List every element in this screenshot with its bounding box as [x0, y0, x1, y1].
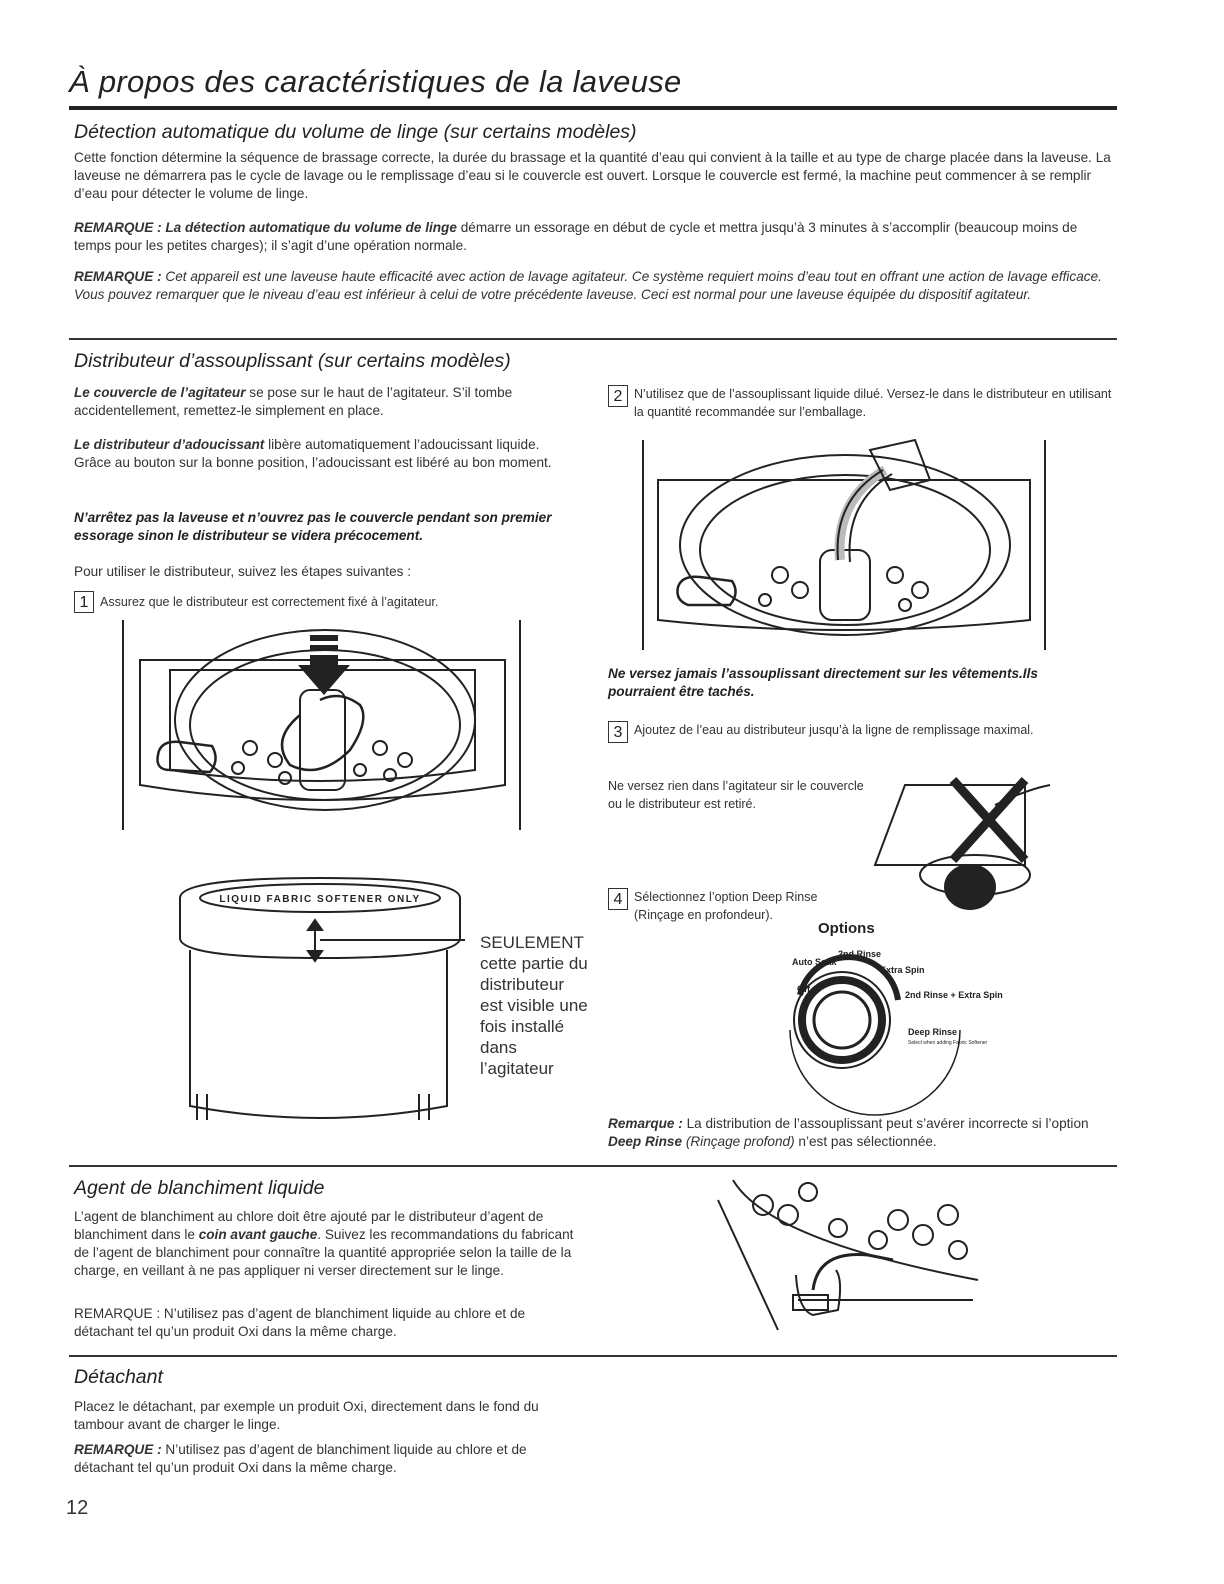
step-4 — [608, 888, 868, 924]
step-4-number: 4 — [608, 888, 628, 910]
dispenser-lead: Le distributeur d’adoucissant — [74, 437, 265, 452]
detection-note-2-lead: REMARQUE : — [74, 269, 162, 284]
remark-end: n’est pas sélectionnée. — [794, 1134, 937, 1149]
detection-note-2 — [74, 268, 1114, 304]
cup-label: LIQUID FABRIC SOFTENER ONLY — [219, 894, 421, 905]
stain-note — [74, 1441, 584, 1477]
detection-paragraph: Cette fonction détermine la séquence de brassage correcte, la durée du brassage et la quantité d’eau qui convient à la taille et au type de charge placée dans la laveuse. La laveuse ne démarrera pas le cycle de lavage ou le remplissage d’eau si le couvercle est ouvert. Lorsque le couvercle est fermé, la machine peut commencer à se remplir d’eau pour détecter le volume de linge. — [74, 150, 1111, 201]
dispenser-heading: Distributeur d’assouplissant (sur certains modèles) — [74, 350, 511, 372]
detection-heading: Détection automatique du volume de linge (sur certains modèles) — [74, 121, 637, 143]
no-pour-text: Ne versez rien dans l’agitateur sir le couvercle ou le distributeur est retiré. — [608, 779, 864, 811]
section-divider — [69, 1165, 1117, 1167]
remark-lead: Remarque : — [608, 1116, 683, 1131]
no-pour-illustration — [875, 765, 1055, 915]
stain-paragraph: Placez le détachant, par exemple un produit Oxi, directement dans le fond du tambour avant de charger le linge. — [74, 1399, 539, 1432]
step-2 — [608, 385, 1118, 421]
step-1 — [74, 591, 584, 613]
remark-option: Deep Rinse — [608, 1134, 683, 1149]
title-rule — [69, 106, 1117, 110]
detection-note-1 — [74, 219, 1114, 255]
bleach-paragraph — [74, 1208, 584, 1280]
agitator-cap-text — [74, 384, 584, 420]
page-title: À propos des caractéristiques de la laveuse — [69, 64, 682, 99]
detection-note-2-text: Cet appareil est une laveuse haute efficacité avec action de lavage agitateur. Ce système requiert moins d’eau tout en offrant une action de lavage efficace. Vous pouvez remarquer que le niveau d’eau est inférieur à celui de votre précédente laveuse. Ceci est normal pour une laveuse équipée du dispositif agitateur. — [74, 269, 1102, 302]
section-divider — [69, 1355, 1117, 1357]
step-2-text: N’utilisez que de l’assouplissant liquide dilué. Versez-le dans le distributeur en utilisant la quantité recommandée sur l’emballage. — [634, 387, 1112, 419]
dial-extra-spin: Extra Spin — [880, 965, 925, 975]
bleach-note: REMARQUE : N’utilisez pas d’agent de blanchiment liquide au chlore et de détachant tel qu’un produit Oxi dans la même charge. — [74, 1306, 526, 1339]
step-3 — [608, 721, 1098, 743]
dial-2nd-rinse: 2nd Rinse — [838, 949, 882, 959]
step-3-number: 3 — [608, 721, 628, 743]
page-number: 12 — [66, 1497, 89, 1519]
dispenser-warning: N’arrêtez pas la laveuse et n’ouvrez pas le couvercle pendant son premier essorage sinon le distributeur se videra précocement. — [74, 510, 552, 543]
dispenser-rest: libère automatiquement l’adoucissant liquide. Grâce au bouton sur la bonne position, l’adoucissant est libéré au bon moment. — [74, 437, 552, 470]
agitator-cap-lead: Le couvercle de l’agitateur — [74, 385, 246, 400]
agitator-cap-rest: se pose sur le haut de l’agitateur. S’il tombe accidentellement, remettez-le simplement en place. — [74, 385, 513, 418]
visible-part-callout: SEULEMENT cette partie du distributeur est visible une fois installé dans l’agitateur — [480, 933, 588, 1078]
dial-deep-rinse: Deep Rinse — [908, 1027, 958, 1037]
stain-note-lead: REMARQUE : — [74, 1442, 162, 1457]
pour-softener-illustration — [640, 440, 1060, 650]
bleach-text-a: L’agent de blanchiment au chlore doit être ajouté par le distributeur d’agent de blanchiment dans le — [74, 1209, 544, 1242]
detection-note-1-text: démarre un essorage en début de cycle et mettra jusqu’à 3 minutes à s’accomplir (beaucoup moins de temps pour les petites charges); il s’agit d’une opération normale. — [74, 220, 1078, 253]
options-title: Options — [818, 920, 875, 937]
stain-heading: Détachant — [74, 1366, 163, 1388]
dispenser-intro: Pour utiliser le distributeur, suivez les étapes suivantes : — [74, 564, 411, 579]
options-dial[interactable] — [780, 940, 1003, 1100]
dial-off: Off — [797, 984, 810, 994]
step-3-text: Ajoutez de l’eau au distributeur jusqu’à la ligne de remplissage maximal. — [634, 723, 1034, 737]
washer-insert-illustration — [120, 620, 530, 840]
step-1-number: 1 — [74, 591, 94, 613]
bleach-text-c: . Suivez les recommandations du fabricant de l’agent de blanchiment pour connaître la quantité appropriée selon la taille de la charge, en veillant à ne pas appliquer ni verser directement sur le linge. — [74, 1227, 574, 1278]
bleach-illustration — [718, 1180, 988, 1335]
section-divider — [69, 338, 1117, 340]
detection-note-1-lead: REMARQUE : La détection automatique du volume de linge — [74, 220, 457, 235]
dial-auto-soak: Auto Soak — [792, 957, 837, 967]
bleach-text-emphasis: coin avant gauche — [198, 1227, 318, 1242]
step-4-text: Sélectionnez l’option Deep Rinse (Rinçage en profondeur). — [634, 890, 818, 922]
dispenser-cup-illustration — [175, 878, 465, 1128]
dial-2nd-rinse-extra-spin: 2nd Rinse + Extra Spin — [905, 990, 1003, 1000]
remark-paren: (Rinçage profond) — [682, 1134, 795, 1149]
remark-mid: La distribution de l’assouplissant peut s’avérer incorrecte si l’option — [682, 1116, 1089, 1131]
dial-deep-rinse-note: Select when adding Fabric Softener — [908, 1040, 988, 1046]
step-2-number: 2 — [608, 385, 628, 407]
softener-warning: Ne versez jamais l’assouplissant directement sur les vêtements.Ils pourraient être tachés. — [608, 666, 1038, 699]
dispenser-text — [74, 436, 574, 472]
step-1-text: Assurez que le distributeur est correctement fixé à l’agitateur. — [100, 595, 439, 609]
dispenser-remark — [608, 1115, 1118, 1151]
bleach-heading: Agent de blanchiment liquide — [74, 1177, 325, 1199]
stain-note-text: N’utilisez pas d’agent de blanchiment liquide au chlore et de détachant tel qu’un produit Oxi dans la même charge. — [74, 1442, 527, 1475]
